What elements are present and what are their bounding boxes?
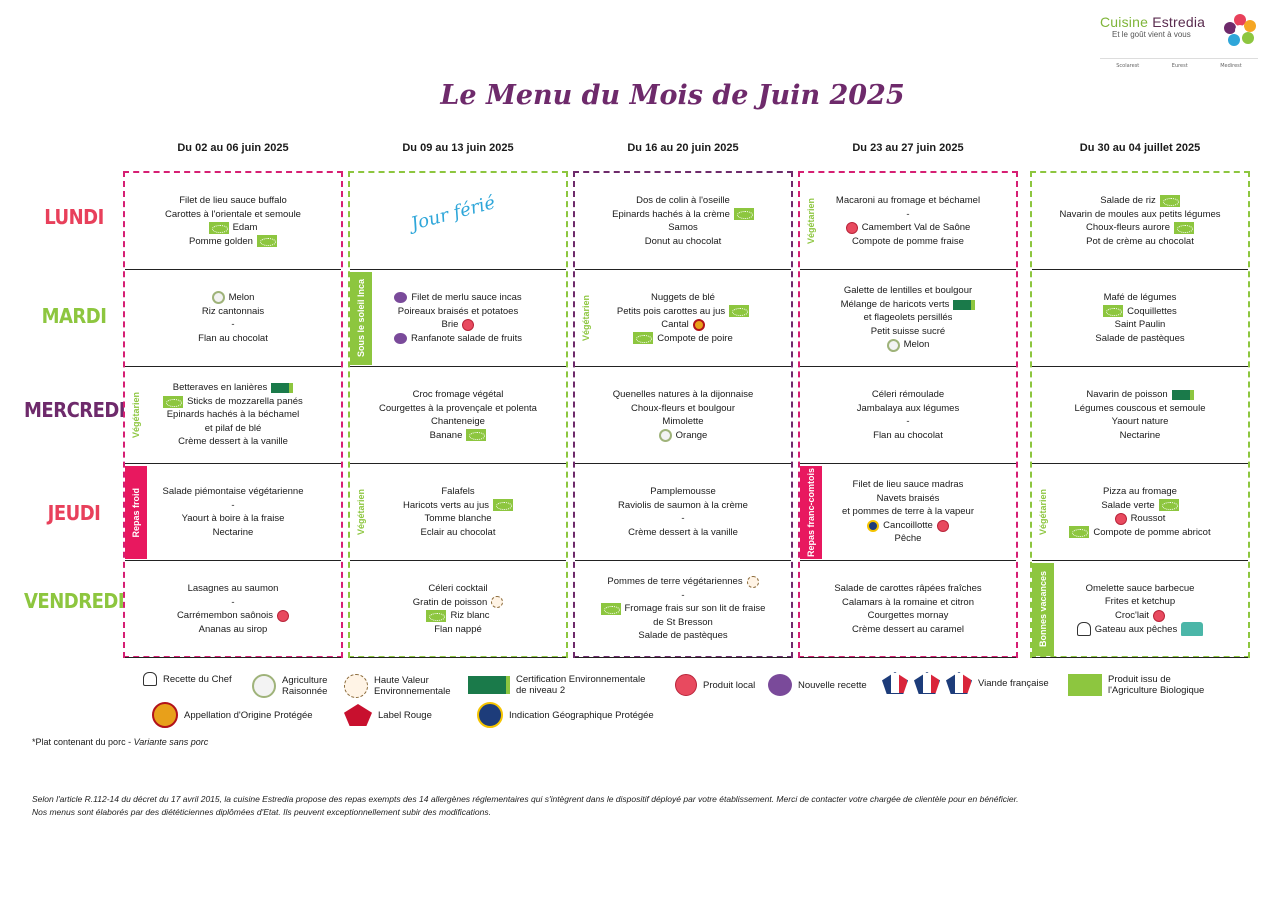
viande-francaise-icon-2 (914, 672, 940, 694)
legend-aop: Appellation d'Origine Protégée (152, 702, 313, 728)
menu-cell-fri (125, 561, 341, 658)
menu-item: Camembert Val de Saône (846, 221, 971, 235)
menu-cell-fri (350, 561, 566, 658)
menu-cell-mon (575, 173, 791, 270)
menu-item: Mafé de légumes (1103, 292, 1177, 303)
menu-item: Omelette sauce barbecue (1085, 582, 1195, 594)
menu-item: Riz blanc (426, 609, 489, 623)
menu-item: Banane (430, 429, 487, 443)
certification-icon (1172, 390, 1194, 400)
menu-item: Carrémembon saônois (177, 609, 289, 623)
menu-cell-tue (800, 270, 1016, 367)
theme-band: Végétarien (806, 198, 816, 245)
agriculture-raisonnee-icon (212, 291, 225, 304)
bio-icon (163, 396, 183, 408)
menu-item: Courgettes mornay (867, 610, 949, 621)
menu-item: Donut au chocolat (644, 235, 722, 247)
jour-ferie: Jour férié (408, 192, 498, 235)
menu-item: - (906, 416, 910, 427)
hve-icon (747, 576, 759, 588)
menu-item: Ananas au sirop (198, 623, 268, 635)
certification-icon (953, 300, 975, 310)
menu-item: Nectarine (212, 526, 254, 538)
menu-item: Frites et ketchup (1104, 596, 1176, 608)
menu-item: Filet de lieu sauce buffalo (179, 195, 287, 206)
bio-icon (493, 499, 513, 511)
chef-hat-icon (143, 672, 157, 686)
menu-cell-fri (575, 561, 791, 658)
igp-icon (477, 702, 503, 728)
chef-hat-icon (1077, 622, 1091, 636)
new-recipe-icon (768, 674, 792, 696)
theme-band: Végétarien (356, 489, 366, 536)
menu-item: Croc fromage végétal (412, 389, 504, 400)
week-column-4 (798, 171, 1018, 658)
menu-item: Pomme golden (189, 235, 277, 249)
menu-item: Petit suisse sucré (870, 325, 946, 337)
hve-icon (344, 674, 368, 698)
week-header-5: Du 30 au 04 juillet 2025 (1079, 142, 1201, 154)
local-product-icon (846, 222, 858, 234)
menu-item: Epinards hachés à la béchamel (166, 409, 300, 421)
menu-item: - (231, 319, 235, 330)
legend-ar: Agriculture Raisonnée (252, 674, 327, 698)
menu-item: Salade verte (1101, 499, 1178, 513)
menu-cell-thu (350, 464, 566, 561)
menu-item: Mimolette (662, 416, 704, 427)
legend-cert: Certification Environnementale de niveau 2 (468, 674, 645, 696)
day-label-tue: MARDI (41, 304, 107, 328)
menu-item: Croc'lait (1115, 609, 1165, 623)
menu-item: Melon (887, 338, 930, 352)
theme-band: Sous le soleil Inca (350, 272, 372, 365)
menu-item: Fromage frais sur son lit de fraise (601, 602, 766, 616)
menu-item: Pot de crème au chocolat (1086, 235, 1194, 247)
menu-cell-tue (125, 270, 341, 367)
legend-bio: Produit issu de l'Agriculture Biologique (1068, 674, 1204, 696)
menu-item: Crème dessert au caramel (852, 623, 964, 635)
menu-item: Nuggets de blé (651, 292, 715, 303)
bio-icon (426, 610, 446, 622)
menu-item: Roussot (1115, 512, 1166, 526)
brand-tagline: Et le goût vient à vous (1112, 30, 1191, 39)
menu-cell-thu (1032, 464, 1248, 561)
day-label-mon: LUNDI (44, 205, 104, 229)
menu-cell-wed (800, 367, 1016, 464)
menu-item: Salade de carottes râpées fraîches (834, 583, 982, 594)
menu-cell-mon (1032, 173, 1248, 270)
menu-item: Salade de riz (1100, 194, 1179, 208)
menu-item: Betteraves en lanières (173, 381, 294, 395)
bio-icon (633, 332, 653, 344)
bio-icon (1069, 526, 1089, 538)
aop-icon (693, 319, 705, 331)
legend-new: Nouvelle recette (768, 674, 867, 696)
menu-cell-thu (125, 464, 341, 561)
menu-item: Cancoillotte (867, 519, 949, 533)
bio-label-icon (1068, 674, 1102, 696)
brand-name: Cuisine Estredia (1100, 14, 1206, 30)
week-header-4: Du 23 au 27 juin 2025 (852, 142, 964, 154)
local-product-icon (675, 674, 697, 696)
menu-cell-wed (575, 367, 791, 464)
legend-lr: Label Rouge (344, 704, 432, 726)
day-label-fri: VENDREDI (24, 589, 125, 613)
menu-cell-wed (350, 367, 566, 464)
menu-item: Haricots verts au jus (403, 499, 513, 513)
menu-item: Pamplemousse (650, 486, 716, 497)
menu-item: Brie (442, 318, 475, 332)
viande-francaise-icon-3 (946, 672, 972, 694)
menu-item: Crème dessert à la vanille (628, 526, 738, 538)
menu-item: Mélange de haricots verts (841, 298, 976, 312)
new-recipe-icon (394, 333, 407, 344)
menu-item: Falafels (441, 486, 475, 497)
menu-item: Nectarine (1119, 429, 1161, 441)
menu-item: Céleri cocktail (428, 583, 488, 594)
partner-logos: Scolarest Eurest Medirest (1100, 58, 1258, 69)
menu-item: Chanteneige (431, 416, 485, 427)
week-column-3 (573, 171, 793, 658)
menu-item: Navarin de moules aux petits légumes (1059, 208, 1221, 220)
menu-item: Poireaux braisés et potatoes (397, 305, 519, 317)
menu-item: Courgettes à la provençale et polenta (379, 402, 537, 414)
certification-icon (271, 383, 293, 393)
menu-item: Salade de pastèques (1095, 332, 1185, 344)
cake-icon (1181, 622, 1203, 636)
menu-item: Légumes couscous et semoule (1074, 402, 1206, 414)
menu-item: Yaourt à boire à la fraise (181, 513, 285, 524)
menu-item: Pizza au fromage (1103, 486, 1177, 497)
menu-item: Navarin de poisson (1086, 388, 1193, 402)
menu-item: Filet de lieu sauce madras (852, 479, 964, 491)
estredia-logo (1100, 14, 1260, 69)
menu-cell-fri (800, 561, 1016, 658)
menu-item: Samos (668, 222, 698, 233)
menu-cell-mon (125, 173, 341, 270)
viande-francaise-icon-1 (882, 672, 908, 694)
local-product-icon (937, 520, 949, 532)
menu-item: Compote de pomme abricot (1069, 526, 1210, 540)
day-label-wed: MERCREDI (24, 398, 126, 422)
bio-icon (1174, 222, 1194, 234)
menu-cell-tue (575, 270, 791, 367)
theme-band: Végétarien (581, 295, 591, 342)
menu-item: Galette de lentilles et boulgour (843, 285, 973, 297)
menu-item: Dos de colin à l'oseille (636, 195, 730, 206)
menu-item: Melon (212, 291, 255, 305)
bio-icon (729, 305, 749, 317)
igp-icon (867, 520, 879, 532)
menu-item: Navets braisés (876, 492, 940, 504)
menu-item: Eclair au chocolat (420, 526, 496, 538)
menu-item: Riz cantonnais (201, 305, 265, 317)
menu-item: Pêche (894, 533, 922, 545)
bio-icon (1103, 305, 1123, 317)
week-header-3: Du 16 au 20 juin 2025 (627, 142, 739, 154)
menu-item: Compote de poire (633, 332, 733, 346)
week-header-1: Du 02 au 06 juin 2025 (177, 142, 289, 154)
menu-cell-wed (1032, 367, 1248, 464)
menu-cell-thu (800, 464, 1016, 561)
legend-vf: Viande française (882, 672, 1049, 694)
menu-cell-mon (800, 173, 1016, 270)
legend-chef: Recette du Chef (143, 672, 232, 686)
menu-item: Compote de pomme fraise (852, 235, 964, 247)
menu-cell-mon (350, 173, 566, 270)
menu-cell-tue (350, 270, 566, 367)
menu-item: Salade piémontaise végétarienne (162, 486, 304, 497)
bio-icon (601, 603, 621, 615)
legend-igp: Indication Géographique Protégée (477, 702, 654, 728)
day-label-thu: JEUDI (47, 501, 101, 525)
menu-item: Epinards hachés à la crème (612, 208, 754, 222)
agriculture-raisonnee-icon (252, 674, 276, 698)
menu-item: Cantal (661, 318, 704, 332)
menu-item: Yaourt nature (1111, 416, 1169, 427)
menu-item: Raviolis de saumon à la crème (618, 499, 748, 511)
menu-item: Quenelles natures à la dijonnaise (612, 389, 754, 400)
pork-note: *Plat contenant du porc - Variante sans porc (32, 737, 209, 747)
menu-item: Gratin de poisson (413, 596, 503, 610)
menu-item: Tomme blanche (424, 513, 492, 524)
menu-item: et pilaf de blé (204, 422, 262, 434)
menu-item: Sticks de mozzarella panés (163, 395, 303, 409)
menu-item: Petits pois carottes au jus (617, 305, 749, 319)
menu-item: de St Bresson (653, 616, 713, 628)
week-header-2: Du 09 au 13 juin 2025 (402, 142, 514, 154)
menu-item: Ranfanote salade de fruits (394, 332, 522, 346)
menu-item: Carottes à l'orientale et semoule (165, 208, 301, 220)
menu-item: - (231, 499, 235, 511)
menu-item: - (906, 208, 910, 220)
bio-icon (1160, 195, 1180, 207)
theme-band: Bonnes vacances (1032, 563, 1054, 656)
menu-cell-fri (1032, 561, 1248, 658)
bio-icon (209, 222, 229, 234)
hve-icon (491, 596, 503, 608)
legend-local: Produit local (675, 674, 755, 696)
menu-item: Edam (209, 221, 258, 235)
aop-icon (152, 702, 178, 728)
menu-item: Pommes de terre végétariennes (607, 575, 758, 589)
menu-item: Filet de merlu sauce incas (394, 291, 521, 305)
menu-item: Flan nappé (434, 623, 482, 635)
menu-item: Calamars à la romaine et citron (842, 596, 974, 608)
local-product-icon (462, 319, 474, 331)
label-rouge-icon (344, 704, 372, 726)
week-column-2 (348, 171, 568, 658)
menu-item: Flan au chocolat (198, 332, 268, 344)
menu-item: Choux-fleurs aurore (1086, 221, 1194, 235)
menu-item: Choux-fleurs et boulgour (630, 402, 736, 414)
legend-hve: Haute Valeur Environnementale (344, 674, 451, 698)
local-product-icon (277, 610, 289, 622)
menu-item: - (681, 589, 685, 601)
week-column-1 (123, 171, 343, 658)
menu-cell-tue (1032, 270, 1248, 367)
bio-icon (257, 235, 277, 247)
theme-band: Repas froid (125, 466, 147, 559)
theme-band: Repas franc-comtois (800, 466, 822, 559)
menu-item: Coquillettes (1103, 305, 1177, 319)
menu-item: Orange (659, 429, 708, 443)
footer-disclaimer (32, 793, 1252, 819)
week-column-5 (1030, 171, 1250, 658)
bio-icon (1159, 499, 1179, 511)
new-recipe-icon (394, 292, 407, 303)
menu-item: Salade de pastèques (638, 630, 728, 642)
local-product-icon (1153, 610, 1165, 622)
menu-item: Céleri rémoulade (871, 389, 945, 400)
certification-icon (468, 676, 510, 694)
menu-item: et pommes de terre à la vapeur (841, 506, 974, 518)
menu-item: Flan au chocolat (873, 429, 943, 441)
menu-cell-thu (575, 464, 791, 561)
menu-item: Gateau aux pêches (1077, 622, 1203, 636)
agriculture-raisonnee-icon (659, 429, 672, 442)
menu-item: Crème dessert à la vanille (178, 436, 288, 448)
menu-item: Lasagnes au saumon (187, 583, 279, 594)
page-title: Le Menu du Mois de Juin 2025 (440, 80, 905, 111)
local-product-icon (1115, 513, 1127, 525)
theme-band: Végétarien (1038, 489, 1048, 536)
menu-item: - (681, 513, 685, 524)
agriculture-raisonnee-icon (887, 339, 900, 352)
menu-cell-wed (125, 367, 341, 464)
menu-item: Jambalaya aux légumes (856, 402, 960, 414)
theme-band: Végétarien (131, 392, 141, 439)
menu-item: - (231, 596, 235, 608)
bio-icon (734, 208, 754, 220)
footer-line-1: Selon l'article R.112-14 du décret du 17 avril 2015, la cuisine Estredia propose des repas exempts des 14 allergènes réglementaires qui s'intègrent dans le dispositif déployé par votre établissement. Merci de contacter votre chargée de clientèle pour en bénéficier. (32, 794, 1019, 804)
bio-icon (466, 429, 486, 441)
menu-item: Saint Paulin (1114, 319, 1166, 330)
menu-item: Macaroni au fromage et béchamel (835, 195, 981, 206)
flower-logo-icon (1222, 12, 1258, 48)
menu-item: et flageolets persillés (863, 312, 953, 324)
footer-line-2: Nos menus sont élaborés par des diététiciennes diplômées d'Etat. Ils peuvent exceptionnellement subir des modifications. (32, 807, 491, 817)
